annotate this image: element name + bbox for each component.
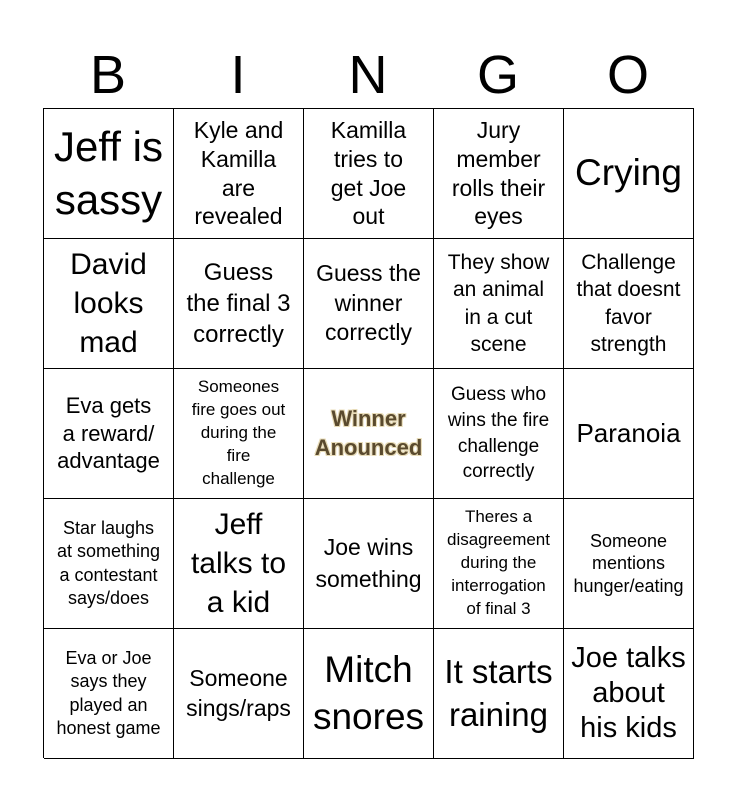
bingo-cell[interactable]	[564, 239, 694, 369]
bingo-cell-text: Someones fire goes out during the fire challenge	[191, 377, 286, 488]
bingo-cell[interactable]	[44, 369, 174, 499]
bingo-cell-text: Guess the winner correctly	[316, 259, 421, 346]
bingo-cell[interactable]	[434, 369, 564, 499]
bingo-cell[interactable]	[564, 499, 694, 629]
bingo-cell[interactable]	[304, 109, 434, 239]
bingo-cell[interactable]	[174, 629, 304, 759]
bingo-cell[interactable]	[564, 369, 694, 499]
bingo-cell-text: Winner Anounced	[314, 405, 423, 460]
bingo-cell-text: Star laughs at something a contestant says/does	[56, 517, 161, 608]
bingo-cell[interactable]	[174, 239, 304, 369]
bingo-cell[interactable]	[44, 629, 174, 759]
bingo-cell[interactable]	[44, 109, 174, 239]
header-letter-n: N	[348, 45, 388, 105]
bingo-cell[interactable]	[434, 499, 564, 629]
bingo-cell-text: Kyle and Kamilla are revealed	[193, 117, 284, 230]
bingo-cell[interactable]	[44, 499, 174, 629]
bingo-cell-text: Guess the final 3 correctly	[186, 258, 291, 349]
bingo-cell-text: David looks mad	[70, 248, 147, 359]
header-letter-g: G	[476, 45, 519, 105]
bingo-cell-text: Jeff talks to a kid	[190, 508, 287, 619]
bingo-cell[interactable]	[174, 499, 304, 629]
bingo-cell[interactable]	[304, 499, 434, 629]
bingo-cell-text: Joe wins something	[315, 534, 422, 592]
bingo-cell-text: Crying	[575, 152, 682, 194]
bingo-cell[interactable]	[304, 629, 434, 759]
bingo-cell-text: Paranoia	[576, 417, 681, 448]
bingo-cell-text: Challenge that doesnt favor strength	[576, 250, 681, 356]
bingo-cell[interactable]	[174, 109, 304, 239]
header-letter-i: I	[230, 45, 246, 105]
bingo-cell-text: Someone sings/raps	[186, 664, 291, 721]
bingo-cell-text: They show an animal in a cut scene	[447, 250, 550, 356]
bingo-cell[interactable]	[434, 109, 564, 239]
bingo-header	[43, 42, 693, 108]
bingo-cell-text: Kamilla tries to get Joe out	[330, 117, 407, 230]
bingo-cell-text: Theres a disagreement during the interrogation of final 3	[446, 507, 550, 618]
bingo-cell-text: Mitch snores	[312, 649, 425, 737]
bingo-cell[interactable]	[174, 369, 304, 499]
bingo-cell-text: It starts raining	[444, 652, 553, 733]
bingo-cell[interactable]	[434, 239, 564, 369]
header-letter-b: B	[89, 45, 127, 105]
bingo-cell[interactable]	[564, 629, 694, 759]
bingo-cell-text: Joe talks about his kids	[571, 642, 686, 744]
bingo-cell-text: Guess who wins the fire challenge correctly	[447, 384, 550, 483]
bingo-cell[interactable]	[434, 629, 564, 759]
bingo-cell[interactable]	[304, 239, 434, 369]
bingo-board	[43, 108, 694, 758]
bingo-cell[interactable]	[44, 239, 174, 369]
bingo-cell-text: Eva or Joe says they played an honest game	[56, 647, 161, 738]
bingo-cell-text: Jury member rolls their eyes	[451, 117, 546, 230]
bingo-cell-free-space[interactable]	[304, 369, 434, 499]
header-letter-o: O	[606, 45, 649, 105]
bingo-cell-text: Someone mentions hunger/eating	[573, 530, 684, 596]
bingo-cell-text: Eva gets a reward/ advantage	[57, 393, 160, 474]
bingo-cell-text: Jeff is sassy	[54, 123, 163, 223]
bingo-cell[interactable]	[564, 109, 694, 239]
